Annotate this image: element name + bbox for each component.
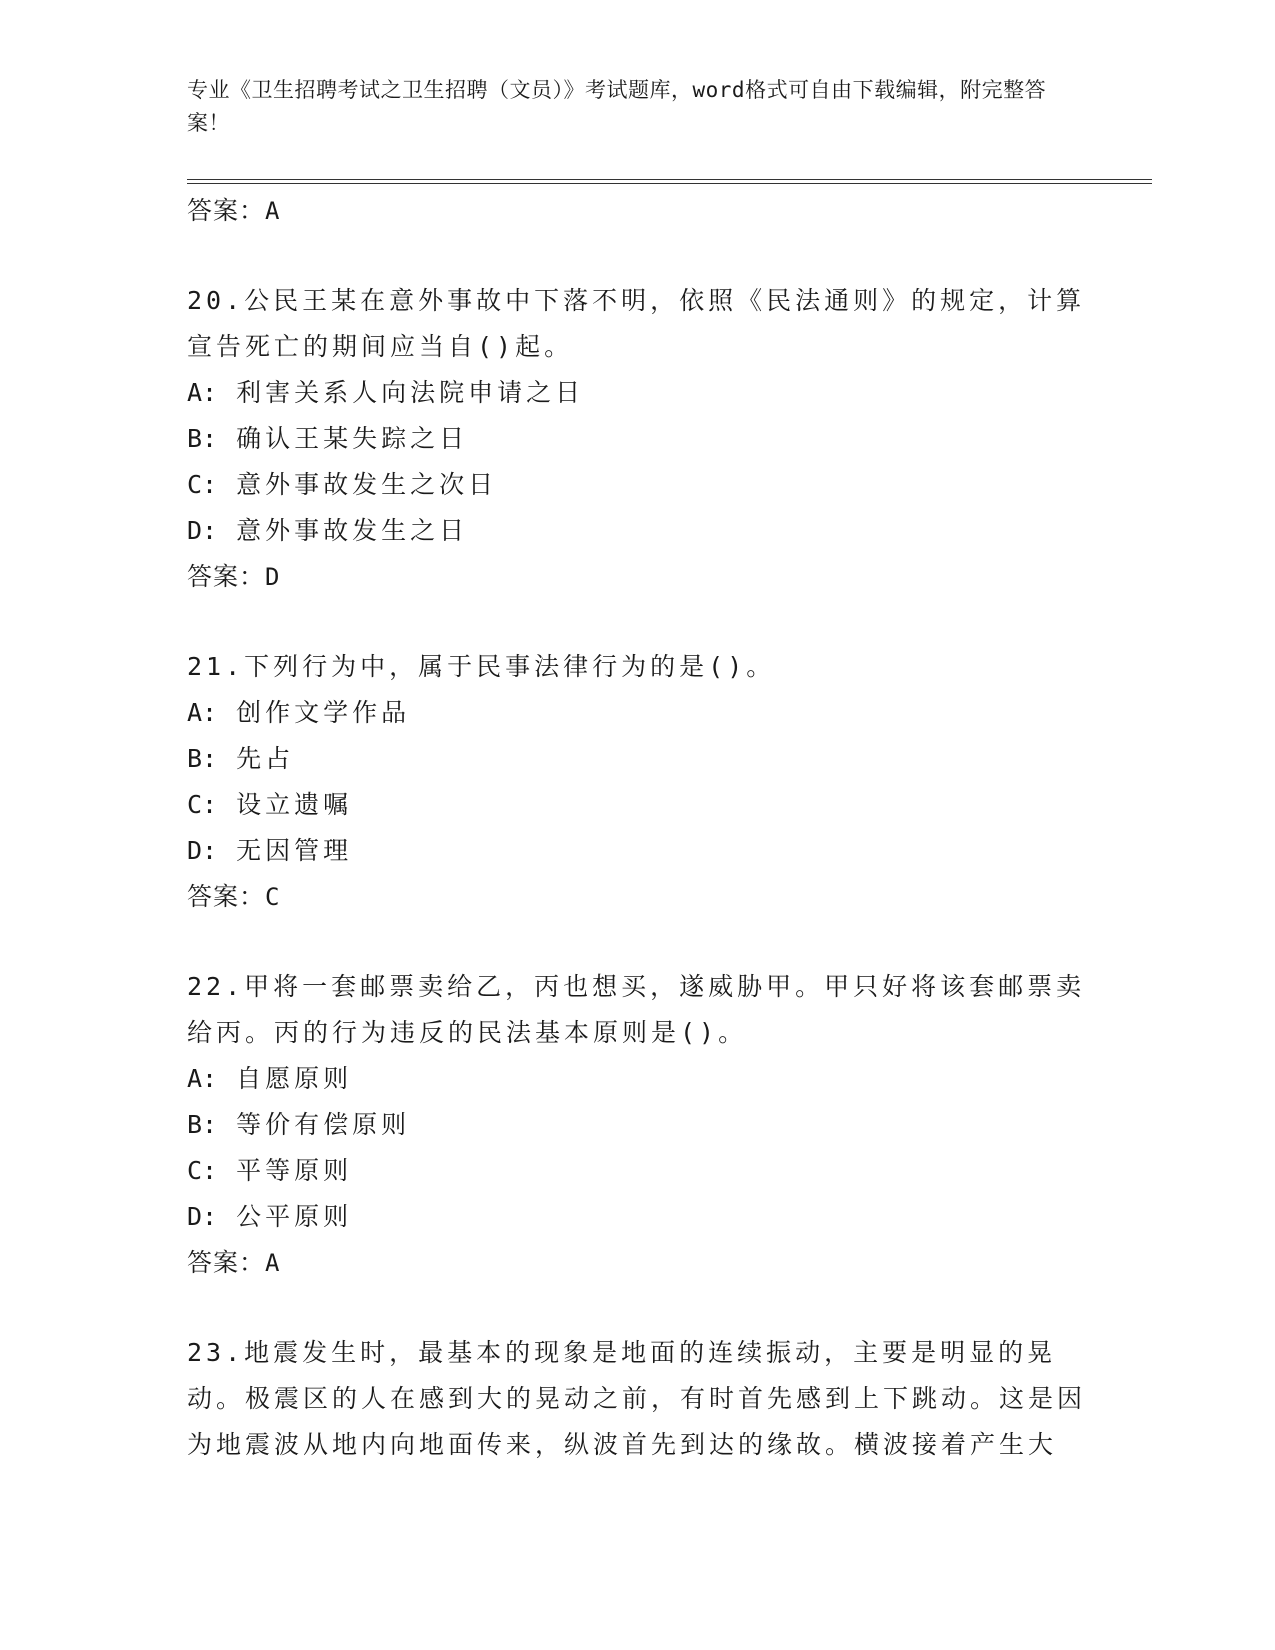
option-letter: C: [187,1156,218,1185]
option-letter: A: [187,378,218,407]
option-text: 意外事故发生之日 [236,516,469,545]
option-d [187,1194,1087,1240]
option-text: 确认王某失踪之日 [236,424,469,453]
answer-label: 答案： [187,196,266,225]
option-letter: B: [187,1110,218,1139]
option-text: 平等原则 [236,1156,353,1185]
option-text: 等价有偿原则 [236,1110,411,1139]
option-letter: A: [187,698,218,727]
answer-label: 答案： [187,1248,266,1277]
option-text: 设立遗嘱 [236,790,353,819]
option-c [187,462,1087,508]
question-23 [187,1330,1087,1468]
question-22 [187,964,1087,1286]
option-text: 公平原则 [236,1202,353,1231]
option-text: 无因管理 [236,836,353,865]
question-21 [187,644,1087,920]
header-divider-top [187,179,1152,180]
option-b [187,736,1087,782]
option-a [187,370,1087,416]
option-d [187,828,1087,874]
option-text: 自愿原则 [236,1064,353,1093]
option-a [187,690,1087,736]
option-letter: C: [187,470,218,499]
answer-label: 答案： [187,882,266,911]
answer [187,1240,1087,1286]
option-a [187,1056,1087,1102]
answer [187,554,1087,600]
answer-label: 答案： [187,562,266,591]
answer [187,874,1087,920]
option-d [187,508,1087,554]
question-list [187,188,1087,1468]
question-text: 22.甲将一套邮票卖给乙，丙也想买，遂威胁甲。甲只好将该套邮票卖给丙。丙的行为违反的民法基本原则是()。 [187,972,1086,1047]
option-text: 创作文学作品 [236,698,411,727]
option-b [187,416,1087,462]
option-text: 意外事故发生之次日 [236,470,498,499]
question-text: 20.公民王某在意外事故中下落不明，依照《民法通则》的规定，计算宣告死亡的期间应当自()起。 [187,286,1086,361]
option-c [187,1148,1087,1194]
header-divider-bottom [187,183,1152,184]
option-text: 先占 [236,744,295,773]
option-letter: D: [187,1202,218,1231]
answer-value: A [265,1249,281,1277]
option-letter: B: [187,424,218,453]
question-text: 21.下列行为中，属于民事法律行为的是()。 [187,652,776,681]
option-letter: A: [187,1064,218,1093]
previous-answer [187,188,1087,234]
option-letter: B: [187,744,218,773]
answer-value: D [265,563,281,591]
option-c [187,782,1087,828]
option-letter: D: [187,516,218,545]
question-text: 23.地震发生时，最基本的现象是地面的连续振动，主要是明显的晃动。极震区的人在感到大的晃动之前，有时首先感到上下跳动。这是因为地震波从地内向地面传来，纵波首先到达的缘故。横波接着产生大 [187,1338,1087,1459]
option-b [187,1102,1087,1148]
option-letter: C: [187,790,218,819]
option-text: 利害关系人向法院申请之日 [236,378,585,407]
option-letter: D: [187,836,218,865]
question-20 [187,278,1087,600]
document-header: 专业《卫生招聘考试之卫生招聘（文员）》考试题库，word格式可自由下载编辑，附完整答案！ [187,78,1047,135]
answer-value: C [265,883,281,911]
answer-value: A [265,197,281,225]
